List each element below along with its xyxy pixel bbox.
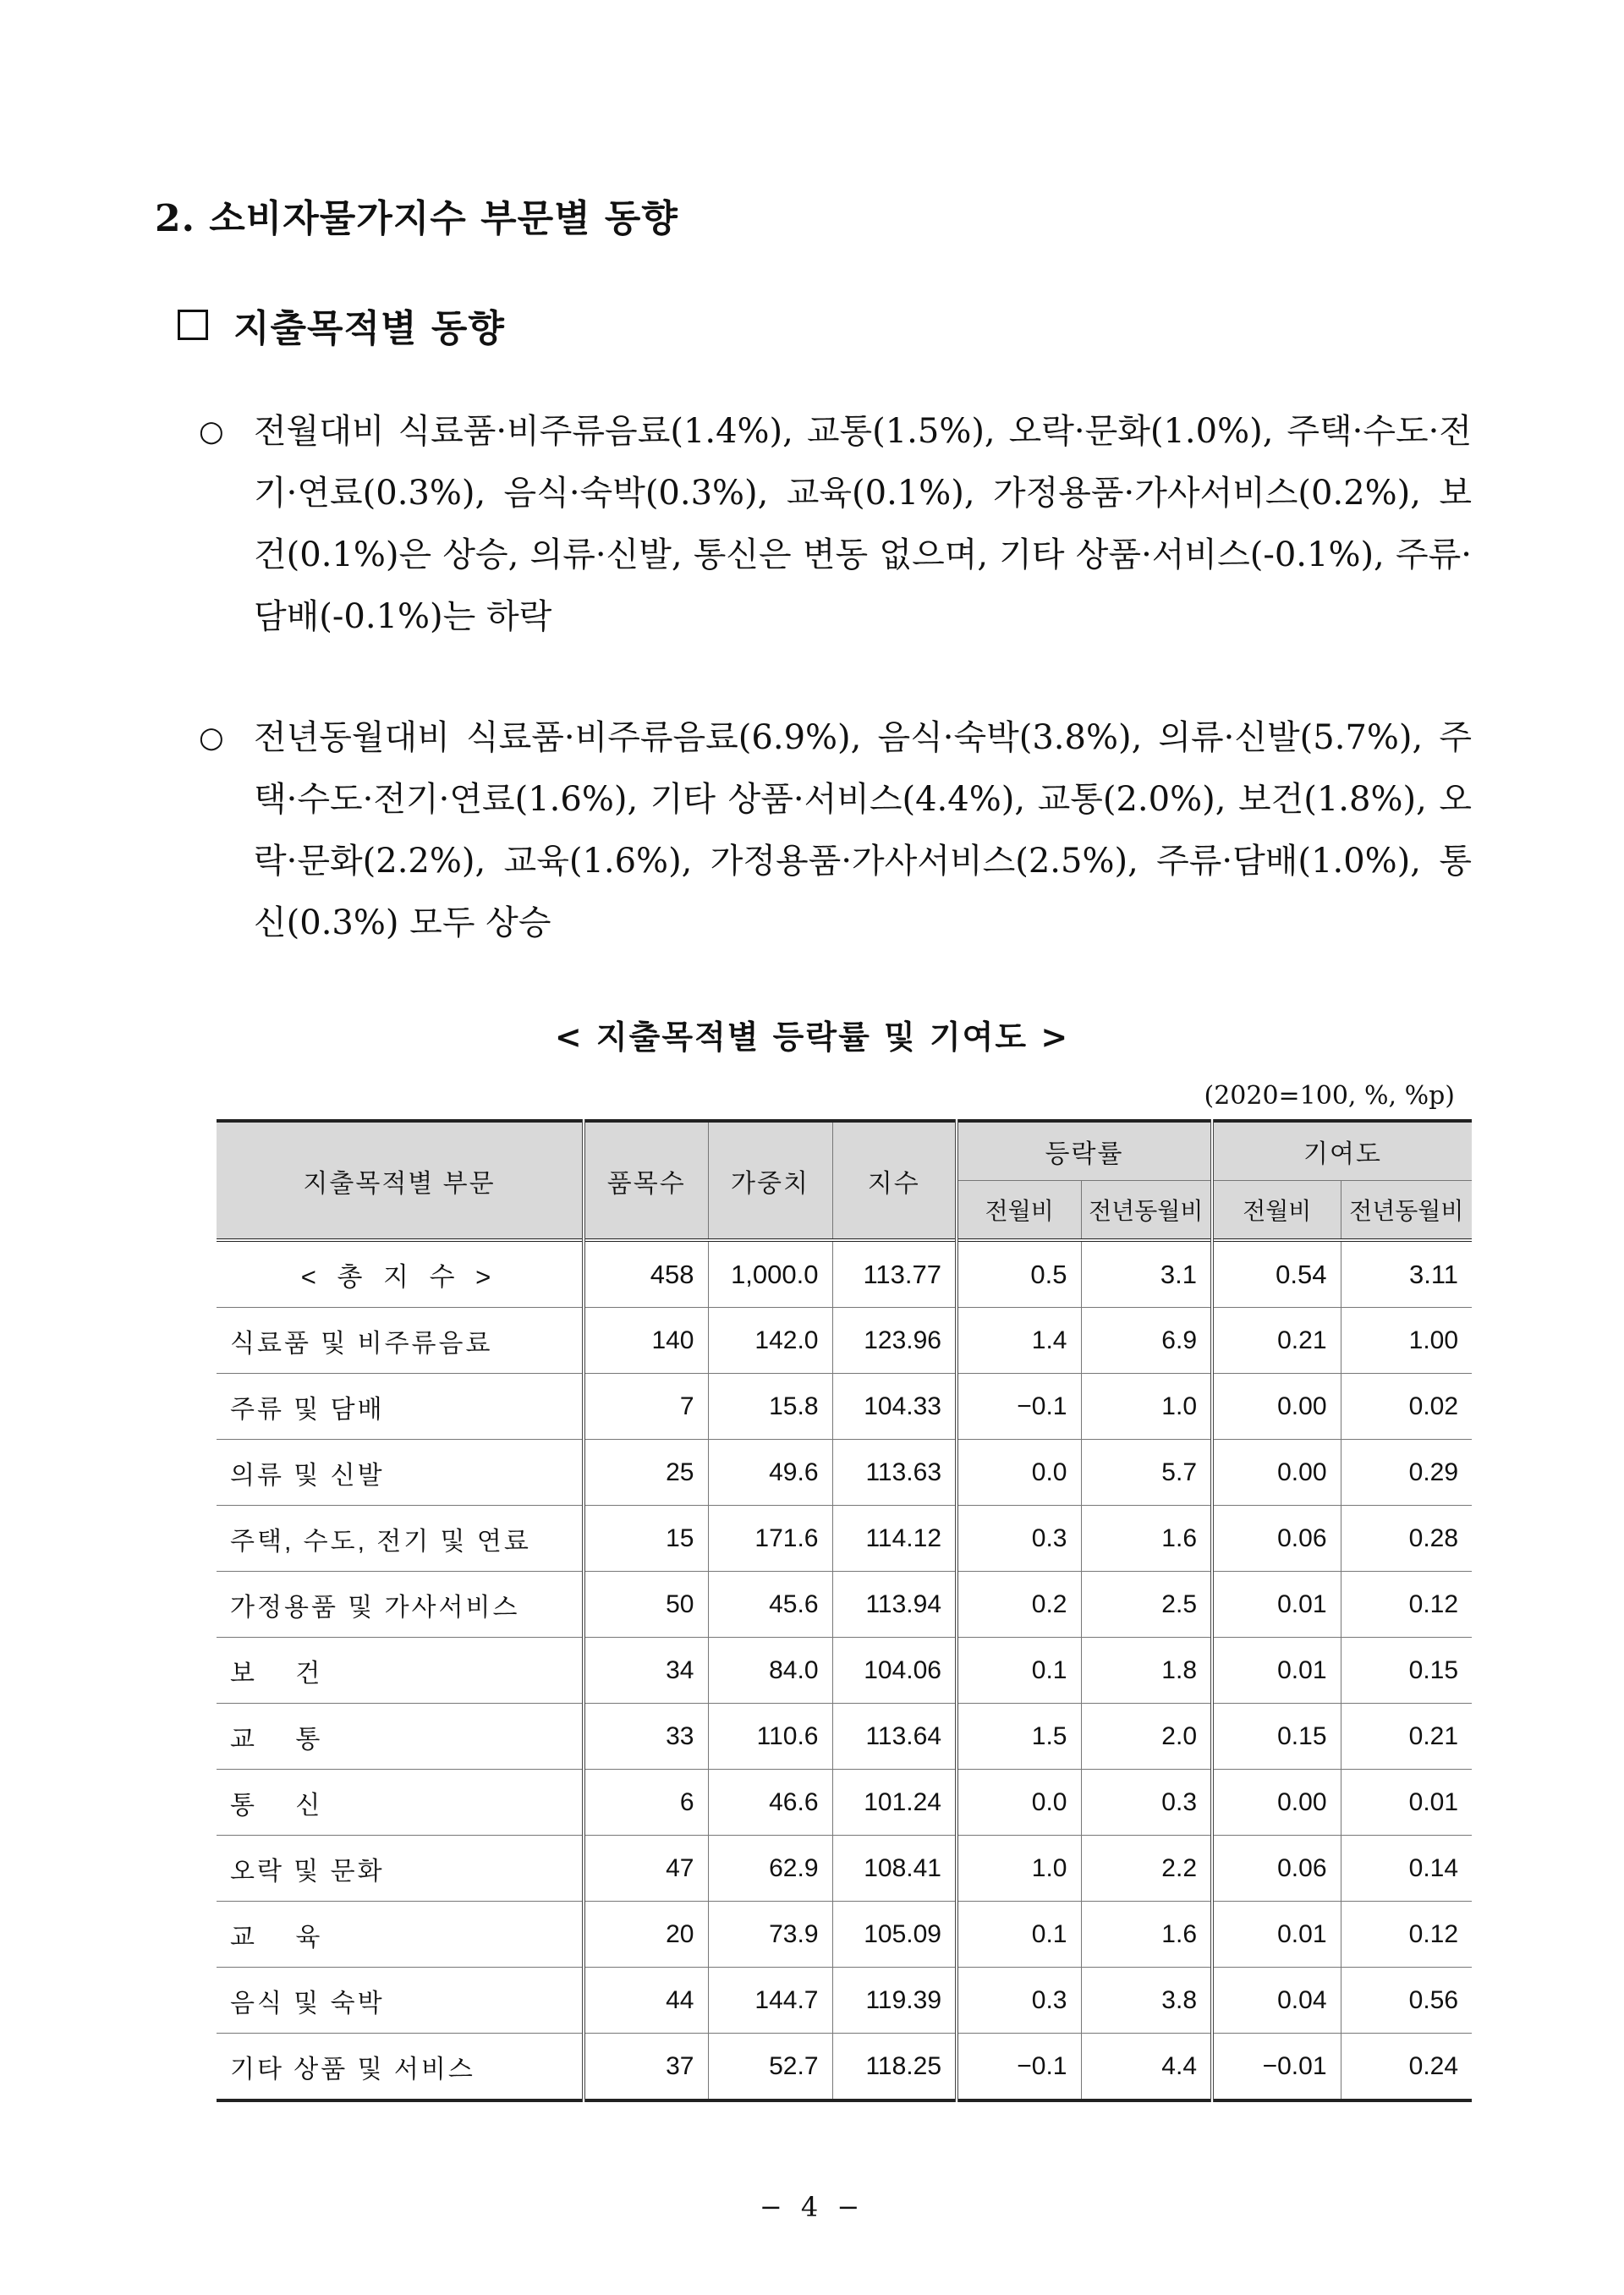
row-label: 오락 및 문화 (217, 1836, 584, 1902)
cell-change-mom: 0.0 (957, 1770, 1081, 1836)
cell-items: 50 (584, 1572, 708, 1638)
cell-weight: 45.6 (708, 1572, 832, 1638)
cell-contribution-yoy: 0.21 (1341, 1704, 1472, 1770)
paragraph-text: 전월대비 식료품·비주류음료(1.4%), 교통(1.5%), 오락·문화(1.0%), 주택·수도·전기·연료(0.3%), 음식·숙박(0.3%), 교육(0.1%), 가정용품·가사서비스(0.2%), 보건(0.1%)은 상승, 의류·신발, 통신은 변동 없으며, 기타 상품·서비스(-0.1%), 주류·담배(-0.1%)는 하락 (254, 412, 1472, 636)
header-contribution-yoy: 전년동월비 (1341, 1181, 1472, 1241)
cell-items: 15 (584, 1506, 708, 1572)
cell-change-yoy: 1.6 (1081, 1506, 1212, 1572)
header-change-yoy: 전년동월비 (1081, 1181, 1212, 1241)
row-label: 음식 및 숙박 (217, 1968, 584, 2034)
table-row (217, 1902, 1472, 1968)
section-title: 2. 소비자물가지수 부문별 동향 (155, 197, 678, 240)
table-title: < 지출목적별 등락률 및 기여도 > (554, 1018, 1070, 1056)
cell-weight: 84.0 (708, 1638, 832, 1704)
row-label: 기타 상품 및 서비스 (217, 2034, 584, 2101)
cell-change-mom: 0.0 (957, 1440, 1081, 1506)
cell-contribution-yoy: 0.24 (1341, 2034, 1472, 2101)
table-row (217, 1770, 1472, 1836)
cell-weight: 110.6 (708, 1704, 832, 1770)
cell-contribution-mom: 0.00 (1212, 1770, 1341, 1836)
cell-contribution-yoy: 0.12 (1341, 1902, 1472, 1968)
subsection-title-text: 지출목적별 동향 (233, 307, 505, 350)
cell-items: 20 (584, 1902, 708, 1968)
row-label: 교 통 (217, 1704, 584, 1770)
table-row (217, 1836, 1472, 1902)
cell-index: 113.94 (832, 1572, 957, 1638)
row-label: 의류 및 신발 (217, 1440, 584, 1506)
cell-contribution-mom: 0.06 (1212, 1836, 1341, 1902)
cell-contribution-mom: 0.06 (1212, 1506, 1341, 1572)
table-row (217, 1440, 1472, 1506)
cell-change-mom: 1.4 (957, 1308, 1081, 1374)
cell-index: 113.63 (832, 1440, 957, 1506)
header-weight: 가중치 (708, 1121, 832, 1240)
cell-change-yoy: 2.2 (1081, 1836, 1212, 1902)
cell-contribution-yoy: 0.56 (1341, 1968, 1472, 2034)
table-row-total (217, 1240, 1472, 1308)
cell-contribution-yoy: 0.12 (1341, 1572, 1472, 1638)
cell-change-yoy: 1.6 (1081, 1902, 1212, 1968)
header-change-group: 등락률 (957, 1121, 1212, 1181)
cell-change-yoy: 5.7 (1081, 1440, 1212, 1506)
cell-weight: 142.0 (708, 1308, 832, 1374)
cell-weight: 171.6 (708, 1506, 832, 1572)
page-number: − 4 − (759, 2191, 865, 2223)
cell-contribution-mom: −0.01 (1212, 2034, 1341, 2101)
cell-contribution-mom: 0.00 (1212, 1374, 1341, 1440)
cell-contribution-yoy: 0.14 (1341, 1836, 1472, 1902)
cell-index: 104.06 (832, 1638, 957, 1704)
cell-change-mom: 0.2 (957, 1572, 1081, 1638)
cell-contribution-yoy: 0.29 (1341, 1440, 1472, 1506)
cell-items: 25 (584, 1440, 708, 1506)
cell-contribution-mom: 0.01 (1212, 1902, 1341, 1968)
expenditure-table (217, 1119, 1472, 2102)
cell-contribution-mom: 0.54 (1212, 1240, 1341, 1308)
table-row (217, 1506, 1472, 1572)
cell-contribution-yoy: 0.02 (1341, 1374, 1472, 1440)
table-header-row (217, 1121, 1472, 1181)
header-items: 품목수 (584, 1121, 708, 1240)
cell-weight: 144.7 (708, 1968, 832, 2034)
paragraph-month-on-month (199, 401, 1472, 648)
header-contribution-group: 기여도 (1212, 1121, 1472, 1181)
cell-change-yoy: 3.8 (1081, 1968, 1212, 2034)
header-index: 지수 (832, 1121, 957, 1240)
cell-change-mom: 0.1 (957, 1902, 1081, 1968)
cell-weight: 62.9 (708, 1836, 832, 1902)
cell-change-yoy: 6.9 (1081, 1308, 1212, 1374)
cell-index: 105.09 (832, 1902, 957, 1968)
cell-contribution-mom: 0.15 (1212, 1704, 1341, 1770)
cell-index: 101.24 (832, 1770, 957, 1836)
cell-contribution-yoy: 1.00 (1341, 1308, 1472, 1374)
cell-change-mom: −0.1 (957, 1374, 1081, 1440)
bullet-circle-icon: ○ (199, 721, 224, 755)
cell-change-mom: 0.3 (957, 1968, 1081, 2034)
cell-change-yoy: 1.0 (1081, 1374, 1212, 1440)
table-row (217, 1638, 1472, 1704)
table-row (217, 1572, 1472, 1638)
cell-change-mom: 0.5 (957, 1240, 1081, 1308)
cell-items: 37 (584, 2034, 708, 2101)
cell-change-yoy: 1.8 (1081, 1638, 1212, 1704)
cell-change-yoy: 3.1 (1081, 1240, 1212, 1308)
cell-items: 458 (584, 1240, 708, 1308)
table-row (217, 1968, 1472, 2034)
cell-items: 6 (584, 1770, 708, 1836)
row-label: 가정용품 및 가사서비스 (217, 1572, 584, 1638)
cell-index: 118.25 (832, 2034, 957, 2101)
cell-items: 47 (584, 1836, 708, 1902)
cell-change-yoy: 0.3 (1081, 1770, 1212, 1836)
cell-change-mom: 0.3 (957, 1506, 1081, 1572)
paragraph-year-on-year (199, 707, 1472, 954)
cell-change-mom: 1.5 (957, 1704, 1081, 1770)
subsection-title (178, 298, 505, 352)
row-label: 주택, 수도, 전기 및 연료 (217, 1506, 584, 1572)
header-contribution-mom: 전월비 (1212, 1181, 1341, 1241)
row-label: 교 육 (217, 1902, 584, 1968)
cell-change-mom: −0.1 (957, 2034, 1081, 2101)
cell-index: 113.64 (832, 1704, 957, 1770)
row-label: 통 신 (217, 1770, 584, 1836)
checkbox-square-icon (178, 310, 208, 340)
cell-contribution-mom: 0.01 (1212, 1638, 1341, 1704)
paragraph-text: 전년동월대비 식료품·비주류음료(6.9%), 음식·숙박(3.8%), 의류·신발(5.7%), 주택·수도·전기·연료(1.6%), 기타 상품·서비스(4.4%), 교통(2.0%), 보건(1.8%), 오락·문화(2.2%), 교육(1.6%), 가정용품·가사서비스(2.5%), 주류·담배(1.0%), 통신(0.3%) 모두 상승 (254, 718, 1472, 942)
cell-contribution-yoy: 0.28 (1341, 1506, 1472, 1572)
cell-index: 119.39 (832, 1968, 957, 2034)
cell-change-mom: 1.0 (957, 1836, 1081, 1902)
table-row (217, 1704, 1472, 1770)
cell-weight: 49.6 (708, 1440, 832, 1506)
cell-contribution-mom: 0.04 (1212, 1968, 1341, 2034)
bullet-circle-icon: ○ (199, 415, 224, 448)
cell-change-yoy: 2.0 (1081, 1704, 1212, 1770)
cell-items: 34 (584, 1638, 708, 1704)
table-unit: (2020=100, %, %p) (1204, 1081, 1455, 1111)
cell-change-yoy: 4.4 (1081, 2034, 1212, 2101)
row-label: < 총 지 수 > (217, 1240, 584, 1308)
cell-index: 113.77 (832, 1240, 957, 1308)
cell-change-mom: 0.1 (957, 1638, 1081, 1704)
cell-items: 33 (584, 1704, 708, 1770)
cell-contribution-mom: 0.01 (1212, 1572, 1341, 1638)
cell-index: 123.96 (832, 1308, 957, 1374)
cell-weight: 73.9 (708, 1902, 832, 1968)
cell-index: 104.33 (832, 1374, 957, 1440)
cell-contribution-mom: 0.00 (1212, 1440, 1341, 1506)
row-label: 주류 및 담배 (217, 1374, 584, 1440)
cell-weight: 52.7 (708, 2034, 832, 2101)
table-row (217, 2034, 1472, 2101)
cell-weight: 15.8 (708, 1374, 832, 1440)
cell-items: 7 (584, 1374, 708, 1440)
header-category: 지출목적별 부문 (217, 1121, 584, 1240)
cell-contribution-mom: 0.21 (1212, 1308, 1341, 1374)
header-change-mom: 전월비 (957, 1181, 1081, 1241)
cell-change-yoy: 2.5 (1081, 1572, 1212, 1638)
cell-index: 114.12 (832, 1506, 957, 1572)
cell-index: 108.41 (832, 1836, 957, 1902)
table-row (217, 1308, 1472, 1374)
cell-weight: 1,000.0 (708, 1240, 832, 1308)
cell-contribution-yoy: 3.11 (1341, 1240, 1472, 1308)
row-label: 보 건 (217, 1638, 584, 1704)
table-row (217, 1374, 1472, 1440)
cell-contribution-yoy: 0.01 (1341, 1770, 1472, 1836)
cell-contribution-yoy: 0.15 (1341, 1638, 1472, 1704)
row-label: 식료품 및 비주류음료 (217, 1308, 584, 1374)
cell-items: 140 (584, 1308, 708, 1374)
cell-items: 44 (584, 1968, 708, 2034)
cell-weight: 46.6 (708, 1770, 832, 1836)
